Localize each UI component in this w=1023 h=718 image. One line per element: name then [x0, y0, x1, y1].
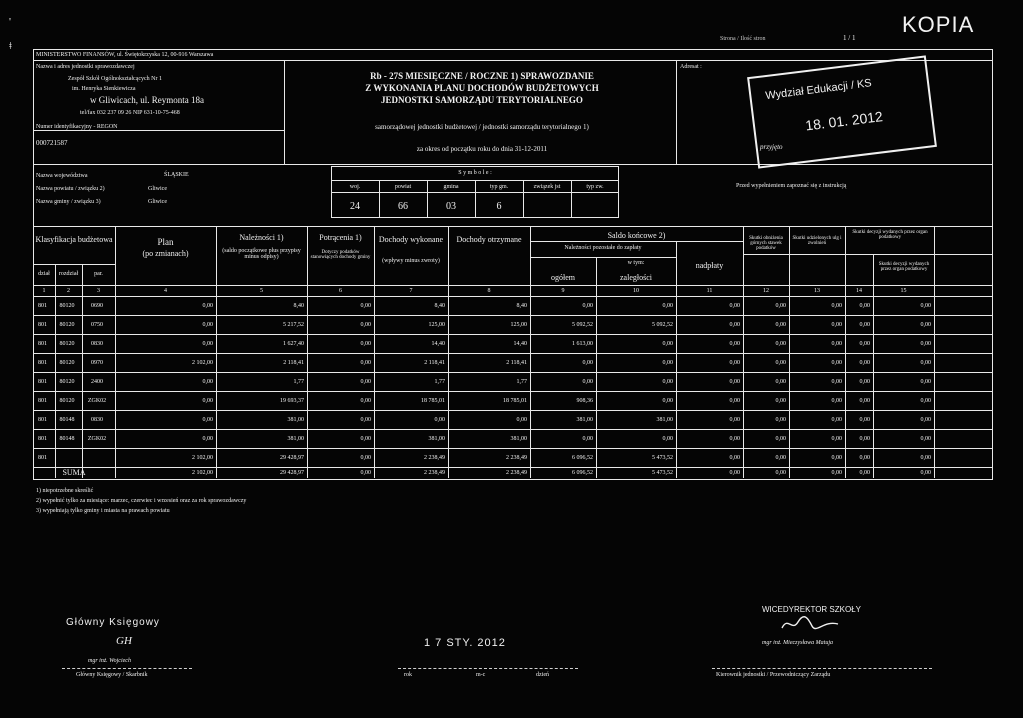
table-cell: 0,00: [831, 436, 842, 442]
table-cell: 381,00: [576, 417, 593, 423]
table-cell: 80148: [59, 436, 75, 442]
table-cell: 0,00: [360, 303, 371, 309]
table-cell: 80120: [59, 303, 75, 309]
table-cell: 0,00: [775, 436, 786, 442]
director-signature-line: [712, 668, 932, 670]
table-top-rule: [33, 226, 993, 227]
header-col14: Skutki decyzji wydanych przez organ podatkowy: [852, 230, 928, 240]
table-cell: 801: [38, 379, 47, 385]
table-row-rule: [33, 315, 993, 316]
accountant-initials: GH: [116, 635, 132, 647]
col-number: 15: [900, 288, 907, 294]
table-cell: 0,00: [662, 341, 673, 347]
regon-rule: [33, 130, 284, 131]
table-row-rule: [33, 467, 993, 468]
table-cell: 18 785,01: [421, 398, 445, 404]
symbol-label-typ-zw: typ zw.: [586, 184, 604, 190]
title-subtitle: samorządowej jednostki budżetowej / jednostki samorządu terytorialnego 1): [375, 123, 589, 131]
copy-mark: KOPIA: [902, 12, 975, 37]
footnote-1: 1) niepotrzebne skreślić: [36, 488, 94, 494]
table-cell: 0,00: [202, 379, 213, 385]
sum-cell: 2 102,00: [192, 470, 213, 476]
signature-date-stamp: 1 7 STY. 2012: [424, 637, 506, 649]
page-counter-value: 1 / 1: [843, 34, 856, 42]
table-cell: 0,00: [775, 417, 786, 423]
table-cell: 0,00: [775, 360, 786, 366]
table-cell: 1,77: [516, 379, 527, 385]
table-colnum-rule-bottom: [33, 296, 993, 297]
table-cell: 801: [38, 455, 47, 461]
table-cell: 80120: [59, 341, 75, 347]
col-number: 10: [633, 288, 639, 294]
table-cell: 0,00: [582, 436, 593, 442]
header-col15: Skutki decyzji wydanych przez organ podatkowy: [878, 262, 930, 272]
table-cell: 0,00: [920, 379, 931, 385]
table-cell: 381,00: [287, 417, 304, 423]
table-cell: 14,40: [431, 341, 445, 347]
klasyfikacja-rule: [33, 264, 115, 265]
header-nadplaty: nadpłaty: [695, 261, 724, 270]
header-naleznosci-sub: (saldo początkowe plus przypisy minus odpisy): [222, 248, 301, 260]
table-cell: 381,00: [428, 436, 445, 442]
col-number: 4: [164, 288, 167, 294]
table-cell: 8,40: [293, 303, 304, 309]
date-rok: rok: [404, 672, 412, 678]
table-cell: 0,00: [831, 455, 842, 461]
col-number: 1: [42, 288, 46, 294]
table-cell: 0,00: [202, 436, 213, 442]
table-cell: 2400: [91, 379, 103, 385]
table-cell: 0,00: [920, 455, 931, 461]
table-cell: 0,00: [859, 436, 870, 442]
table-colnum-rule-top: [33, 285, 993, 286]
table-cell: 0,00: [859, 455, 870, 461]
table-col-line-1: [55, 264, 56, 478]
table-cell: 125,00: [510, 322, 527, 328]
ministry-line: MINISTERSTWO FINANSÓW, ul. Świętokrzyska 12, 00-916 Warszawa: [36, 52, 214, 58]
table-cell: 0,00: [202, 322, 213, 328]
table-cell: 381,00: [510, 436, 527, 442]
table-cell: 80148: [59, 417, 75, 423]
table-cell: 801: [38, 436, 47, 442]
symbol-label-typ-gm: typ gm.: [489, 184, 509, 190]
table-cell: 0,00: [202, 398, 213, 404]
unit-line-3: w Gliwicach, ul. Reymonta 18a: [90, 95, 204, 105]
col-number: 2: [67, 288, 70, 294]
header-bottom-rule: [33, 164, 993, 165]
table-row-rule: [33, 429, 993, 430]
header-rozdzial: rozdział: [58, 271, 79, 277]
sum-cell: 29 428,97: [280, 470, 304, 476]
table-cell: 2 118,41: [424, 360, 445, 366]
table-cell: 0,00: [582, 360, 593, 366]
accountant-title: Główny Księgowy: [66, 617, 160, 628]
symbol-label-woj: woj.: [349, 184, 361, 190]
sum-cell: 2 238,49: [424, 470, 445, 476]
table-cell: 0,00: [202, 303, 213, 309]
table-cell: 801: [38, 417, 47, 423]
table-cell: 0,00: [920, 303, 931, 309]
table-row-rule: [33, 372, 993, 373]
sum-cell: 0,00: [775, 470, 786, 476]
table-cell: 0,00: [920, 398, 931, 404]
header-dochody-wykonane-sub: (wpływy minus zwroty): [382, 258, 440, 264]
skutki-rule: [743, 254, 993, 255]
county-label: Nazwa powiatu / związku 2): [36, 186, 105, 192]
sum-cell: 6 096,52: [572, 470, 593, 476]
header-dzial: dział: [38, 271, 50, 277]
stamp-department: Wydział Edukacji / KS: [764, 77, 873, 103]
sum-cell: 0,00: [831, 470, 842, 476]
table-row-rule: [33, 391, 993, 392]
header-naleznosci-pozostale: Należności pozostałe do zapłaty: [564, 245, 642, 251]
table-cell: 0,00: [662, 398, 673, 404]
header-w-tym: w tym:: [627, 260, 645, 266]
director-name: mgr inż. Mieczysława Matuja: [762, 640, 833, 646]
table-cell: 801: [38, 398, 47, 404]
ministry-rule: [33, 60, 993, 61]
table-cell: 0,00: [360, 379, 371, 385]
regon-label: Numer identyfikacyjny - REGON: [36, 124, 118, 130]
table-cell: 5 217,52: [283, 322, 304, 328]
stamp-handwriting: przyjęto: [760, 143, 783, 151]
voivodeship-value: ŚLĄSKIE: [164, 172, 189, 178]
table-cell: 0830: [91, 341, 103, 347]
table-row-rule: [33, 448, 993, 449]
table-cell: 0830: [91, 417, 103, 423]
header-plan-sub: (po zmianach): [142, 249, 189, 258]
table-cell: 2 238,49: [424, 455, 445, 461]
header-col13: Skutki udzielonych ulg i zwolnień: [792, 236, 842, 246]
table-row-rule: [33, 334, 993, 335]
table-cell: 0,00: [582, 303, 593, 309]
table-cell: 0,00: [859, 417, 870, 423]
table-cell: 2 238,49: [506, 455, 527, 461]
col-number: 11: [706, 288, 713, 294]
sum-cell: 0,00: [360, 470, 371, 476]
instruction-note: Przed wypełnieniem zapoznać się z instrukcją: [736, 183, 847, 189]
w-tym-rule: [530, 257, 676, 258]
table-cell: 0,00: [859, 322, 870, 328]
header-divider-left: [284, 60, 285, 164]
table-cell: 14,40: [513, 341, 527, 347]
table-cell: 0,00: [831, 341, 842, 347]
table-cell: 18 785,01: [503, 398, 527, 404]
accountant-name: mgr inż. Wojciech: [88, 658, 131, 664]
header-plan: Plan: [157, 237, 174, 247]
table-cell: 0,00: [831, 360, 842, 366]
table-cell: 0,00: [831, 303, 842, 309]
table-cell: 5 473,52: [652, 455, 673, 461]
table-cell: 0,00: [729, 360, 740, 366]
table-cell: 29 428,97: [280, 455, 304, 461]
table-cell: 1 613,00: [572, 341, 593, 347]
table-cell: 0,00: [859, 341, 870, 347]
table-cell: 0,00: [859, 398, 870, 404]
table-cell: 0,00: [360, 398, 371, 404]
table-cell: 0,00: [729, 455, 740, 461]
margin-mark: ': [9, 16, 11, 28]
unit-line-2: im. Henryka Sienkiewicza: [72, 86, 136, 92]
table-cell: 2 118,41: [283, 360, 304, 366]
col-number: 3: [97, 288, 100, 294]
table-cell: 0,00: [775, 379, 786, 385]
symbol-label-zwiazek: związek jst: [533, 184, 561, 190]
footnote-3: 3) wypełniają tylko gminy i miasta na prawach powiatu: [36, 508, 170, 514]
table-cell: 80120: [59, 379, 75, 385]
title-line-3: JEDNOSTKI SAMORZĄDU TERYTORIALNEGO: [381, 95, 583, 105]
table-row-rule: [33, 410, 993, 411]
saldo-rule: [530, 241, 743, 242]
table-cell: 8,40: [434, 303, 445, 309]
date-line: [398, 668, 578, 670]
header-naleznosci: Należności 1): [239, 233, 284, 242]
table-cell: 0,00: [831, 379, 842, 385]
commune-label: Nazwa gminy / związku 3): [36, 199, 101, 205]
table-cell: 0,00: [775, 398, 786, 404]
header-klasyfikacja: Klasyfikacja budżetowa: [35, 235, 113, 244]
accountant-signature-line: [62, 668, 192, 670]
table-cell: 0,00: [920, 341, 931, 347]
table-cell: 0970: [91, 360, 103, 366]
col-number: 14: [856, 288, 862, 294]
table-cell: 0,00: [859, 379, 870, 385]
page-counter-label: Strona / Ilość stron: [720, 36, 766, 42]
table-cell: 801: [38, 303, 47, 309]
table-cell: 0,00: [434, 417, 445, 423]
margin-mark-2: ǂ: [9, 40, 12, 52]
table-cell: 0,00: [202, 341, 213, 347]
table-cell: 0,00: [831, 322, 842, 328]
col-number: 8: [487, 288, 491, 294]
table-cell: 0,00: [775, 455, 786, 461]
table-cell: 0,00: [920, 322, 931, 328]
table-cell: 1,77: [293, 379, 304, 385]
symbols-header: S y m b o l e :: [458, 170, 492, 176]
table-cell: 5 092,52: [572, 322, 593, 328]
table-cell: 0,00: [729, 417, 740, 423]
table-cell: 80120: [59, 398, 75, 404]
header-par: par.: [94, 271, 103, 277]
col-number: 9: [561, 288, 565, 294]
header-potracenia: Potrącenia 1): [319, 233, 362, 242]
table-cell: 801: [38, 341, 47, 347]
unit-line-1: Zespół Szkół Ogólnokształcących Nr 1: [68, 76, 162, 82]
sum-cell: 0,00: [920, 470, 931, 476]
table-cell: 0,00: [729, 303, 740, 309]
table-cell: 0,00: [360, 322, 371, 328]
adresat-label: Adresat :: [680, 64, 702, 70]
header-saldo: Saldo końcowe 2): [607, 231, 666, 240]
header-dochody-wykonane: Dochody wykonane: [378, 235, 444, 244]
table-cell: 1 627,40: [283, 341, 304, 347]
header-dochody-otrzymane: Dochody otrzymane: [456, 235, 522, 244]
table-cell: ZGK02: [87, 398, 107, 404]
county-value: Gliwice: [148, 186, 167, 192]
table-cell: 6 096,52: [572, 455, 593, 461]
unit-line-4: tel/fax 032 237 09 26 NIP 631-10-75-468: [80, 110, 180, 116]
table-cell: 381,00: [656, 417, 673, 423]
table-cell: 0,00: [360, 436, 371, 442]
table-cell: 0,00: [775, 303, 786, 309]
header-potracenia-sub: Dotyczy podatków stanowiących dochody gminy: [310, 250, 371, 260]
unit-name-label: Nazwa i adres jednostki sprawozdawczej: [36, 64, 135, 70]
col-number: 5: [260, 288, 263, 294]
date-mc: m-c: [476, 672, 486, 678]
title-line-2: Z WYKONANIA PLANU DOCHODÓW BUDŻETOWYCH: [365, 83, 599, 93]
header-ogolem: ogółem: [551, 273, 575, 282]
table-cell: 2 102,00: [192, 360, 213, 366]
table-cell: 0,00: [360, 341, 371, 347]
symbol-label-gmina: gmina: [443, 184, 459, 190]
table-cell: 0,00: [360, 455, 371, 461]
table-cell: 0,00: [775, 341, 786, 347]
table-cell: 0,00: [859, 303, 870, 309]
table-cell: 0750: [91, 322, 103, 328]
header-divider-right: [676, 60, 677, 164]
director-signature: [780, 614, 840, 634]
col-number: 12: [763, 288, 769, 294]
reporting-period: za okres od początku roku do dnia 31-12-2011: [416, 145, 548, 153]
table-cell: 0,00: [920, 417, 931, 423]
symbol-value-woj: 24: [350, 201, 360, 212]
footnote-2: 2) wypełnić tylko za miesiące: marzec, czerwiec i wrzesień oraz za rok sprawozdawczy: [36, 498, 247, 504]
table-cell: 0,00: [775, 322, 786, 328]
table-cell: 801: [38, 322, 47, 328]
sum-cell: 2 238,49: [506, 470, 527, 476]
table-cell: 0,00: [360, 417, 371, 423]
table-cell: 0,00: [920, 360, 931, 366]
table-cell: 0,00: [729, 322, 740, 328]
table-cell: 0,00: [662, 436, 673, 442]
director-role: WICEDYREKTOR SZKOŁY: [762, 605, 861, 614]
table-cell: 0,00: [662, 379, 673, 385]
table-cell: 0,00: [729, 398, 740, 404]
col-number: 6: [339, 288, 342, 294]
symbol-value-typ-gm: 6: [496, 201, 502, 212]
table-cell: 0690: [91, 303, 103, 309]
director-caption: Kierownik jednostki / Przewodniczący Zarządu: [716, 672, 831, 678]
header-zalegle: zaległości: [620, 273, 652, 282]
sum-cell: 0,00: [729, 470, 740, 476]
voivodeship-label: Nazwa województwa: [36, 173, 88, 179]
table-cell: 0,00: [831, 398, 842, 404]
table-cell: 0,00: [662, 360, 673, 366]
table-cell: 908,36: [576, 398, 593, 404]
accountant-caption: Główny Księgowy / Skarbnik: [76, 672, 148, 678]
table-cell: 19 693,37: [280, 398, 304, 404]
table-cell: 0,00: [920, 436, 931, 442]
symbol-value-gmina: 03: [446, 201, 456, 212]
table-cell: 0,00: [662, 303, 673, 309]
stamp-date: 18. 01. 2012: [804, 108, 884, 134]
table-cell: 0,00: [831, 417, 842, 423]
table-cell: 0,00: [729, 436, 740, 442]
table-cell: 1,77: [434, 379, 445, 385]
table-cell: 0,00: [202, 417, 213, 423]
table-col-line-2: [82, 264, 83, 478]
table-cell: 381,00: [287, 436, 304, 442]
table-cell: 5 092,52: [652, 322, 673, 328]
table-cell: 0,00: [516, 417, 527, 423]
sum-cell: 0,00: [859, 470, 870, 476]
table-cell: 0,00: [729, 341, 740, 347]
title-line-1: Rb - 27S MIESIĘCZNE / ROCZNE 1) SPRAWOZDANIE: [370, 71, 594, 81]
table-cell: 8,40: [516, 303, 527, 309]
sum-cell: 5 473,52: [652, 470, 673, 476]
table-cell: 0,00: [582, 379, 593, 385]
commune-value: Gliwice: [148, 199, 167, 205]
col-number: 7: [409, 288, 413, 294]
table-cell: 801: [38, 360, 47, 366]
table-cell: 0,00: [360, 360, 371, 366]
table-row-rule: [33, 353, 993, 354]
date-dzien: dzień: [536, 672, 549, 678]
table-cell: 0,00: [859, 360, 870, 366]
table-cell: 80120: [59, 360, 75, 366]
table-col-line-15: [934, 226, 935, 478]
col-number: 13: [814, 288, 820, 294]
header-col12: Skutki obniżenia górnych stawek podatków: [749, 236, 783, 251]
sum-label: SUMA: [62, 468, 86, 477]
table-cell: 125,00: [428, 322, 445, 328]
regon-value: 000721587: [36, 139, 68, 147]
table-cell: 80120: [59, 322, 75, 328]
table-cell: ZGK02: [87, 436, 107, 442]
table-cell: 0,00: [729, 379, 740, 385]
table-cell: 2 118,41: [506, 360, 527, 366]
symbol-value-powiat: 66: [398, 201, 408, 212]
symbol-label-powiat: powiat: [394, 184, 412, 190]
table-cell: 2 102,00: [192, 455, 213, 461]
